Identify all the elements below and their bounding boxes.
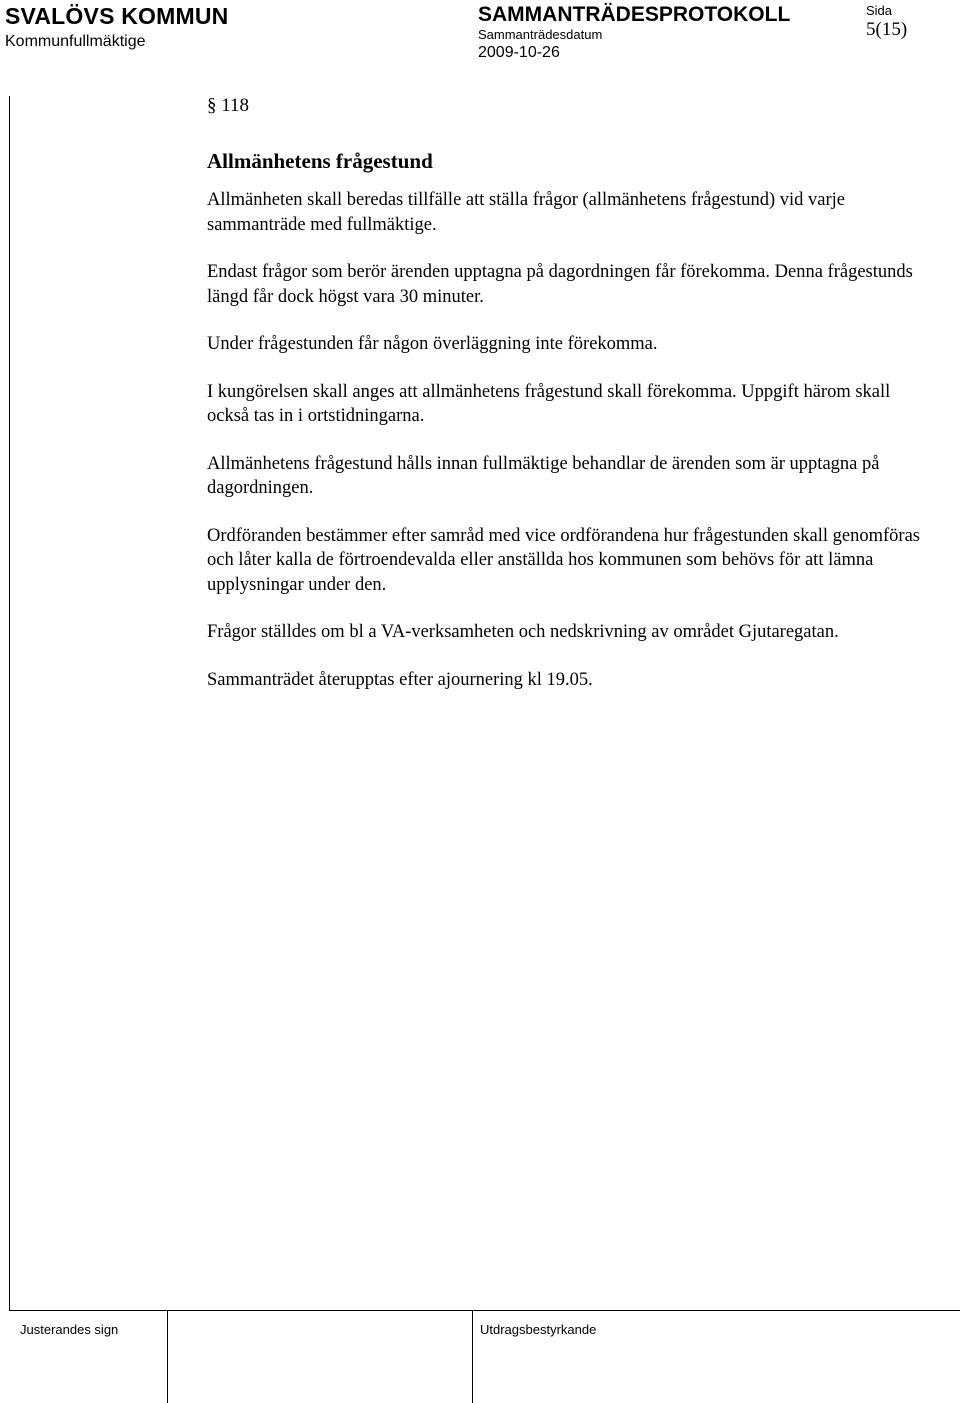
document-title: SAMMANTRÄDESPROTOKOLL (478, 3, 791, 26)
signature-label: Justerandes sign (20, 1322, 119, 1337)
left-margin-rule (9, 96, 10, 1310)
paragraph: Endast frågor som berör ärenden upptagna på dagordningen får förekomma. Denna frågestunds längd får dock högst vara 30 minuter. (207, 262, 913, 307)
organization-body: Kommunfullmäktige (5, 33, 146, 50)
paragraph: Allmänhetens frågestund hålls innan fullmäktige behandlar de ärenden som är upptagna på dagordningen. (207, 453, 880, 498)
footer-column-divider (472, 1310, 473, 1403)
paragraph: I kungörelsen skall anges att allmänhetens frågestund skall förekomma. Uppgift härom skall också tas in i ortstidningarna. (207, 381, 891, 426)
page-label: Sida (866, 3, 893, 18)
footer-column-divider (167, 1310, 168, 1403)
paragraph: Sammanträdet återupptas efter ajournering kl 19.05. (207, 669, 593, 690)
paragraph: Allmänheten skall beredas tillfälle att ställa frågor (allmänhetens frågestund) vid varje sammanträde med fullmäktige. (207, 190, 846, 235)
extract-certification-label: Utdragsbestyrkande (480, 1322, 597, 1337)
section-number: § 118 (207, 95, 250, 116)
paragraph: Ordföranden bestämmer efter samråd med vice ordförandena hur frågestunden skall genomföras och låter kalla de förtroendevalda eller anställda hos kommunen som behövs för att lämna upplysningar under den. (207, 525, 920, 595)
section-title: Allmänhetens frågestund (207, 149, 433, 173)
section-content (207, 92, 927, 692)
page-number: 5(15) (866, 19, 908, 40)
meeting-date: 2009-10-26 (478, 44, 560, 61)
organization-name: SVALÖVS KOMMUN (5, 3, 229, 29)
meeting-date-label: Sammanträdesdatum (478, 27, 603, 42)
footer-divider (9, 1310, 960, 1311)
paragraph: Frågor ställdes om bl a VA-verksamheten och nedskrivning av området Gjutaregatan. (207, 622, 839, 642)
paragraph: Under frågestunden får någon överläggning inte förekomma. (207, 334, 658, 354)
